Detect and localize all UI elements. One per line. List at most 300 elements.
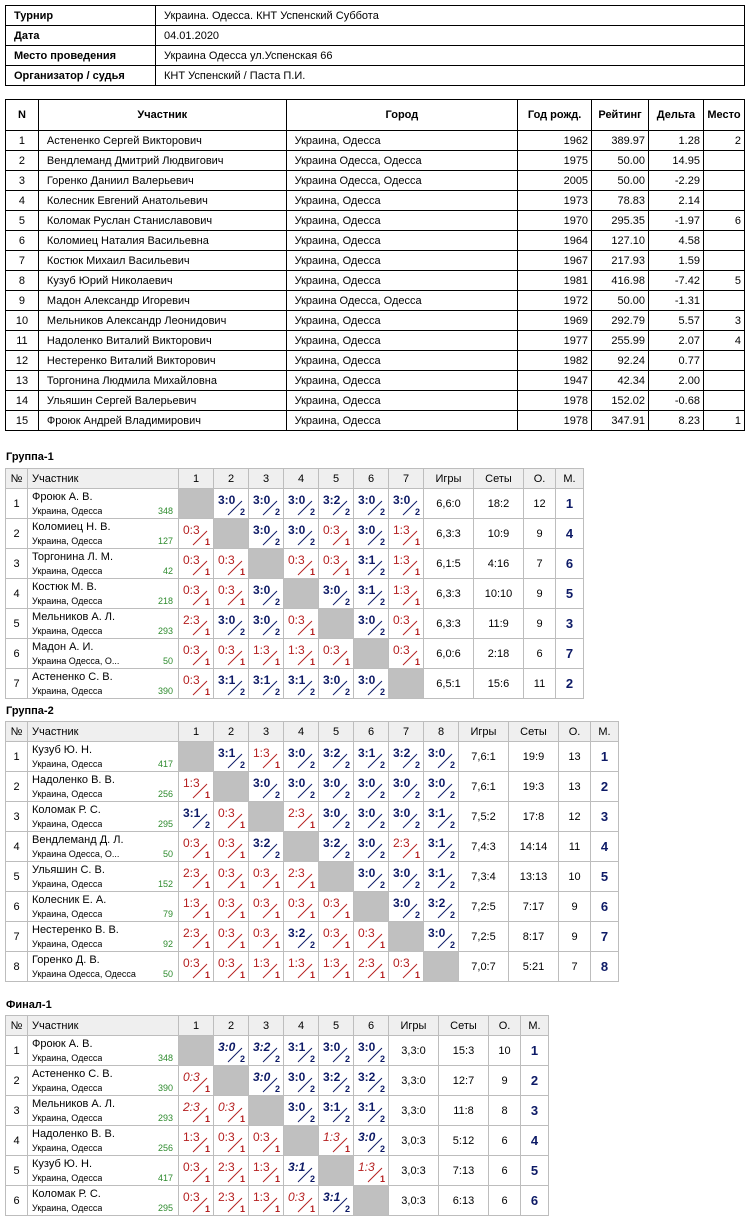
table-cell: 3 — [703, 311, 744, 331]
match-score-cell — [249, 1186, 284, 1216]
match-score: 0:3 — [253, 866, 270, 880]
sets-cell: 10:9 — [474, 519, 524, 549]
match-result: 2 — [379, 1114, 385, 1124]
row-number: 6 — [6, 639, 28, 669]
match-score-cell — [354, 742, 389, 772]
table-cell: -7.42 — [649, 271, 704, 291]
match-score: 0:3 — [218, 956, 235, 970]
match-score: 1:3 — [253, 746, 270, 760]
participants-table — [5, 99, 745, 431]
match-score-cell — [179, 922, 214, 952]
table-cell: 2005 — [518, 171, 592, 191]
row-number: 2 — [6, 772, 28, 802]
participant-cell — [28, 952, 179, 982]
participant-cell — [28, 639, 179, 669]
participant-name: Костюк М. В. — [32, 581, 97, 593]
sets-cell: 6:13 — [439, 1186, 489, 1216]
match-result: 2 — [239, 507, 245, 517]
match-score-cell — [179, 892, 214, 922]
info-value: Украина Одесса ул.Успенская 66 — [156, 46, 745, 66]
table-cell: Украина, Одесса — [286, 231, 518, 251]
participant-cell — [28, 922, 179, 952]
match-result: 2 — [344, 820, 350, 830]
participant-city: Украина, Одесса — [32, 1173, 103, 1183]
games-cell: 3,0:3 — [389, 1186, 439, 1216]
participant-name: Коломак Р. С. — [32, 1188, 101, 1200]
match-score-cell — [214, 892, 249, 922]
games-cell: 7,2:5 — [459, 922, 509, 952]
table-cell: Украина, Одесса — [286, 211, 518, 231]
row-number: 4 — [6, 1126, 28, 1156]
participant-rating: 92 — [162, 939, 173, 949]
match-result: 2 — [239, 1054, 245, 1064]
self-cell — [249, 1096, 284, 1126]
sets-cell: 15:3 — [439, 1036, 489, 1066]
match-score-cell — [249, 1066, 284, 1096]
match-score-cell — [214, 1096, 249, 1126]
table-cell: 1982 — [518, 351, 592, 371]
points-cell: 6 — [489, 1126, 521, 1156]
self-cell — [214, 1066, 249, 1096]
match-result: 2 — [274, 1054, 280, 1064]
col-opponent: 4 — [284, 1016, 319, 1036]
table-cell: 1969 — [518, 311, 592, 331]
match-result: 2 — [309, 537, 315, 547]
match-score-cell — [354, 1156, 389, 1186]
match-score: 2:3 — [218, 1190, 235, 1204]
match-score-cell — [284, 549, 319, 579]
table-cell: 1973 — [518, 191, 592, 211]
match-score-cell — [249, 742, 284, 772]
match-result: 2 — [274, 507, 280, 517]
match-score: 3:0 — [288, 746, 306, 760]
match-score: 3:0 — [428, 926, 446, 940]
group-header-row — [6, 722, 619, 742]
participant-city: Украина Одесса, О... — [32, 849, 120, 859]
self-cell — [179, 489, 214, 519]
match-score-cell — [284, 639, 319, 669]
table-cell: 78.83 — [592, 191, 649, 211]
col-opponent: 4 — [284, 722, 319, 742]
match-score-cell — [319, 802, 354, 832]
games-cell: 6,0:6 — [424, 639, 474, 669]
match-score: 0:3 — [183, 1070, 200, 1084]
match-score-cell — [284, 892, 319, 922]
match-result: 2 — [449, 790, 455, 800]
table-cell: 389.97 — [592, 131, 649, 151]
row-number: 6 — [6, 892, 28, 922]
match-score-cell — [389, 892, 424, 922]
match-result: 2 — [379, 820, 385, 830]
place-cell: 3 — [556, 609, 584, 639]
match-score: 3:0 — [253, 1070, 271, 1084]
participant-cell — [28, 489, 179, 519]
match-score-cell — [214, 609, 249, 639]
match-score-cell — [214, 802, 249, 832]
table-cell: Астененко Сергей Викторович — [38, 131, 286, 151]
points-cell: 6 — [489, 1156, 521, 1186]
table-cell: 1962 — [518, 131, 592, 151]
table-row — [6, 251, 745, 271]
participant-name: Ульяшин С. В. — [32, 864, 105, 876]
participant-city: Украина, Одесса — [32, 759, 103, 769]
match-score: 1:3 — [358, 1160, 375, 1174]
match-score: 3:0 — [218, 493, 236, 507]
info-value: Украина. Одесса. КНТ Успенский Суббота — [156, 6, 745, 26]
table-cell: 1977 — [518, 331, 592, 351]
match-score: 2:3 — [393, 836, 410, 850]
match-score: 3:0 — [358, 776, 376, 790]
match-score-cell — [389, 862, 424, 892]
table-row — [6, 1066, 549, 1096]
match-score: 3:1 — [218, 673, 236, 687]
table-row — [6, 519, 584, 549]
match-score-cell — [214, 952, 249, 982]
match-score: 3:0 — [358, 866, 376, 880]
match-result: 1 — [204, 567, 210, 577]
match-score: 3:2 — [323, 1070, 341, 1084]
match-score: 3:0 — [358, 1130, 376, 1144]
match-score: 0:3 — [218, 806, 235, 820]
participant-name: Кузуб Ю. Н. — [32, 744, 93, 756]
table-cell: 2.14 — [649, 191, 704, 211]
match-result: 1 — [239, 850, 245, 860]
table-cell: 4 — [703, 331, 744, 351]
participant-city: Украина, Одесса — [32, 1083, 103, 1093]
match-result: 1 — [239, 567, 245, 577]
match-score: 0:3 — [323, 896, 340, 910]
match-score-cell — [179, 549, 214, 579]
table-row — [6, 952, 619, 982]
games-cell: 3,0:3 — [389, 1126, 439, 1156]
points-cell: 12 — [524, 489, 556, 519]
match-score: 3:0 — [323, 583, 341, 597]
match-score: 3:0 — [323, 673, 341, 687]
table-row — [6, 832, 619, 862]
table-row — [6, 331, 745, 351]
match-score-cell — [319, 669, 354, 699]
table-cell: 14 — [6, 391, 39, 411]
match-result: 1 — [239, 910, 245, 920]
table-row — [6, 1156, 549, 1186]
participant-cell — [28, 1126, 179, 1156]
match-score-cell — [249, 1156, 284, 1186]
match-score: 2:3 — [288, 806, 305, 820]
participant-name: Горенко Д. В. — [32, 954, 100, 966]
info-label: Турнир — [6, 6, 156, 26]
match-score-cell — [214, 669, 249, 699]
participant-cell — [28, 862, 179, 892]
table-cell: 9 — [6, 291, 39, 311]
games-cell: 7,6:1 — [459, 742, 509, 772]
row-number: 5 — [6, 1156, 28, 1186]
participant-cell — [28, 1096, 179, 1126]
sets-cell: 2:18 — [474, 639, 524, 669]
match-result: 2 — [309, 687, 315, 697]
match-result: 2 — [309, 790, 315, 800]
points-cell: 13 — [559, 772, 591, 802]
match-result: 1 — [274, 1144, 280, 1154]
match-score-cell — [354, 549, 389, 579]
match-result: 2 — [414, 820, 420, 830]
match-score-cell — [249, 489, 284, 519]
match-score-cell — [179, 1156, 214, 1186]
match-score: 3:2 — [428, 896, 446, 910]
games-cell: 6,3:3 — [424, 609, 474, 639]
table-row — [6, 1096, 549, 1126]
match-result: 2 — [379, 627, 385, 637]
participant-name: Торгонина Л. М. — [32, 551, 114, 563]
match-score: 3:0 — [253, 523, 271, 537]
match-result: 2 — [379, 790, 385, 800]
col-games: Игры — [424, 469, 474, 489]
participant-city: Украина, Одесса — [32, 1053, 103, 1063]
match-result: 1 — [239, 880, 245, 890]
match-score: 0:3 — [323, 926, 340, 940]
match-score-cell — [179, 639, 214, 669]
participant-cell — [28, 1036, 179, 1066]
games-cell: 6,1:5 — [424, 549, 474, 579]
match-score-cell — [284, 742, 319, 772]
match-score-cell — [389, 549, 424, 579]
table-cell: Украина, Одесса — [286, 411, 518, 431]
match-result: 2 — [344, 1054, 350, 1064]
table-row — [6, 862, 619, 892]
table-cell: Торгонина Людмила Михайловна — [38, 371, 286, 391]
participant-city: Украина Одесса, Одесса — [32, 969, 136, 979]
match-result: 1 — [379, 1174, 385, 1184]
match-score: 3:1 — [358, 746, 376, 760]
match-result: 1 — [204, 970, 210, 980]
match-score: 3:1 — [323, 1190, 341, 1204]
col-participant: Участник — [28, 1016, 179, 1036]
table-cell: 14.95 — [649, 151, 704, 171]
match-result: 2 — [274, 790, 280, 800]
col-points: О. — [524, 469, 556, 489]
sets-cell: 15:6 — [474, 669, 524, 699]
match-result: 2 — [344, 1084, 350, 1094]
match-result: 2 — [274, 627, 280, 637]
self-cell — [214, 519, 249, 549]
match-score: 0:3 — [253, 926, 270, 940]
participant-city: Украина, Одесса — [32, 819, 103, 829]
match-score: 0:3 — [183, 523, 200, 537]
match-score-cell — [319, 519, 354, 549]
col-opponent: 1 — [179, 1016, 214, 1036]
match-score-cell — [354, 519, 389, 549]
match-score: 3:0 — [358, 806, 376, 820]
table-cell: Коломиец Наталия Васильевна — [38, 231, 286, 251]
match-score: 3:2 — [323, 493, 341, 507]
match-result: 2 — [344, 597, 350, 607]
match-result: 1 — [414, 970, 420, 980]
table-cell — [703, 191, 744, 211]
match-score-cell — [319, 579, 354, 609]
participant-rating: 390 — [157, 1083, 173, 1093]
participant-rating: 390 — [157, 686, 173, 696]
table-row — [6, 151, 745, 171]
col-opponent: 3 — [249, 469, 284, 489]
place-cell: 2 — [591, 772, 619, 802]
match-score: 3:1 — [323, 1100, 341, 1114]
match-result: 2 — [274, 850, 280, 860]
group-1-table — [5, 468, 584, 699]
table-row — [6, 271, 745, 291]
table-row — [6, 772, 619, 802]
match-result: 2 — [309, 1174, 315, 1184]
table-row — [6, 609, 584, 639]
participant-name: Кузуб Ю. Н. — [32, 1158, 93, 1170]
table-cell — [703, 251, 744, 271]
points-cell: 9 — [524, 609, 556, 639]
participant-rating: 50 — [162, 969, 173, 979]
info-label: Место проведения — [6, 46, 156, 66]
match-score-cell — [179, 1096, 214, 1126]
match-result: 1 — [204, 1204, 210, 1214]
match-result: 1 — [414, 597, 420, 607]
participant-cell — [28, 772, 179, 802]
match-score-cell — [179, 1066, 214, 1096]
points-cell: 7 — [559, 952, 591, 982]
match-result: 2 — [274, 687, 280, 697]
participant-name: Мельников А. Л. — [32, 1098, 116, 1110]
participant-name: Мельников А. Л. — [32, 611, 116, 623]
match-score-cell — [319, 742, 354, 772]
points-cell: 8 — [489, 1096, 521, 1126]
points-cell: 9 — [489, 1066, 521, 1096]
self-cell — [284, 579, 319, 609]
points-cell: 13 — [559, 742, 591, 772]
match-score: 1:3 — [183, 896, 200, 910]
table-cell: Ульяшин Сергей Валерьевич — [38, 391, 286, 411]
match-result: 2 — [379, 567, 385, 577]
table-cell: 50.00 — [592, 151, 649, 171]
match-result: 1 — [274, 970, 280, 980]
match-score-cell — [284, 862, 319, 892]
place-cell: 4 — [591, 832, 619, 862]
match-result: 1 — [309, 820, 315, 830]
row-number: 7 — [6, 669, 28, 699]
match-result: 1 — [414, 657, 420, 667]
match-score: 0:3 — [288, 1190, 305, 1204]
participant-cell — [28, 579, 179, 609]
participant-rating: 79 — [162, 909, 173, 919]
table-row — [6, 669, 584, 699]
row-number: 4 — [6, 832, 28, 862]
match-result: 2 — [274, 1084, 280, 1094]
match-score: 0:3 — [183, 836, 200, 850]
col-sets: Сеты — [474, 469, 524, 489]
self-cell — [179, 742, 214, 772]
col-opponent: 6 — [354, 722, 389, 742]
place-cell: 1 — [521, 1036, 549, 1066]
sets-cell: 10:10 — [474, 579, 524, 609]
match-result: 1 — [414, 627, 420, 637]
match-result: 2 — [379, 687, 385, 697]
match-score: 0:3 — [323, 553, 340, 567]
match-result: 1 — [379, 970, 385, 980]
table-cell: 1 — [6, 131, 39, 151]
match-score: 3:2 — [393, 746, 411, 760]
table-cell: 1.59 — [649, 251, 704, 271]
match-result: 1 — [309, 627, 315, 637]
table-row — [6, 391, 745, 411]
participant-name: Нестеренко В. В. — [32, 924, 119, 936]
participant-rating: 295 — [157, 819, 173, 829]
column-header: Место — [703, 100, 744, 131]
match-score-cell — [389, 802, 424, 832]
match-result: 1 — [204, 940, 210, 950]
games-cell: 6,3:3 — [424, 579, 474, 609]
table-cell: 1967 — [518, 251, 592, 271]
table-cell: Коломак Руслан Станиславович — [38, 211, 286, 231]
table-cell: Кузуб Юрий Николаевич — [38, 271, 286, 291]
participant-cell — [28, 742, 179, 772]
table-row — [6, 579, 584, 609]
match-score-cell — [214, 1156, 249, 1186]
match-score: 3:0 — [218, 613, 236, 627]
match-score-cell — [249, 639, 284, 669]
match-result: 1 — [274, 940, 280, 950]
match-score: 3:0 — [358, 523, 376, 537]
place-cell: 4 — [556, 519, 584, 549]
info-value: 04.01.2020 — [156, 26, 745, 46]
match-score: 3:1 — [253, 673, 271, 687]
match-score: 3:0 — [323, 776, 341, 790]
table-cell: 12 — [6, 351, 39, 371]
match-result: 2 — [414, 507, 420, 517]
match-score: 1:3 — [253, 1160, 270, 1174]
match-score: 0:3 — [218, 553, 235, 567]
table-cell: Фроюк Андрей Владимирович — [38, 411, 286, 431]
table-row — [6, 489, 584, 519]
match-score: 0:3 — [183, 956, 200, 970]
match-score-cell — [319, 1096, 354, 1126]
points-cell: 6 — [524, 639, 556, 669]
match-score: 1:3 — [393, 523, 410, 537]
match-score-cell — [424, 832, 459, 862]
table-cell: Украина, Одесса — [286, 131, 518, 151]
row-number: 3 — [6, 549, 28, 579]
match-result: 1 — [344, 970, 350, 980]
participant-rating: 417 — [157, 759, 173, 769]
match-result: 2 — [449, 820, 455, 830]
match-score-cell — [354, 1096, 389, 1126]
sets-cell: 12:7 — [439, 1066, 489, 1096]
match-score-cell — [179, 519, 214, 549]
match-score-cell — [284, 669, 319, 699]
match-result: 1 — [239, 820, 245, 830]
table-cell: Костюк Михаил Васильевич — [38, 251, 286, 271]
table-cell: Украина, Одесса — [286, 311, 518, 331]
table-cell: -0.68 — [649, 391, 704, 411]
match-score: 0:3 — [218, 896, 235, 910]
match-score: 3:1 — [428, 866, 446, 880]
col-opponent: 2 — [214, 1016, 249, 1036]
column-header: Участник — [38, 100, 286, 131]
match-score: 3:1 — [218, 746, 236, 760]
col-opponent: 1 — [179, 469, 214, 489]
table-cell: Украина Одесса, Одесса — [286, 171, 518, 191]
table-cell: 5 — [6, 211, 39, 231]
games-cell: 3,0:3 — [389, 1156, 439, 1186]
match-result: 1 — [309, 1204, 315, 1214]
participant-name: Коломак Р. С. — [32, 804, 101, 816]
place-cell: 7 — [556, 639, 584, 669]
table-cell: 1947 — [518, 371, 592, 391]
match-result: 1 — [204, 687, 210, 697]
table-cell: 1978 — [518, 391, 592, 411]
